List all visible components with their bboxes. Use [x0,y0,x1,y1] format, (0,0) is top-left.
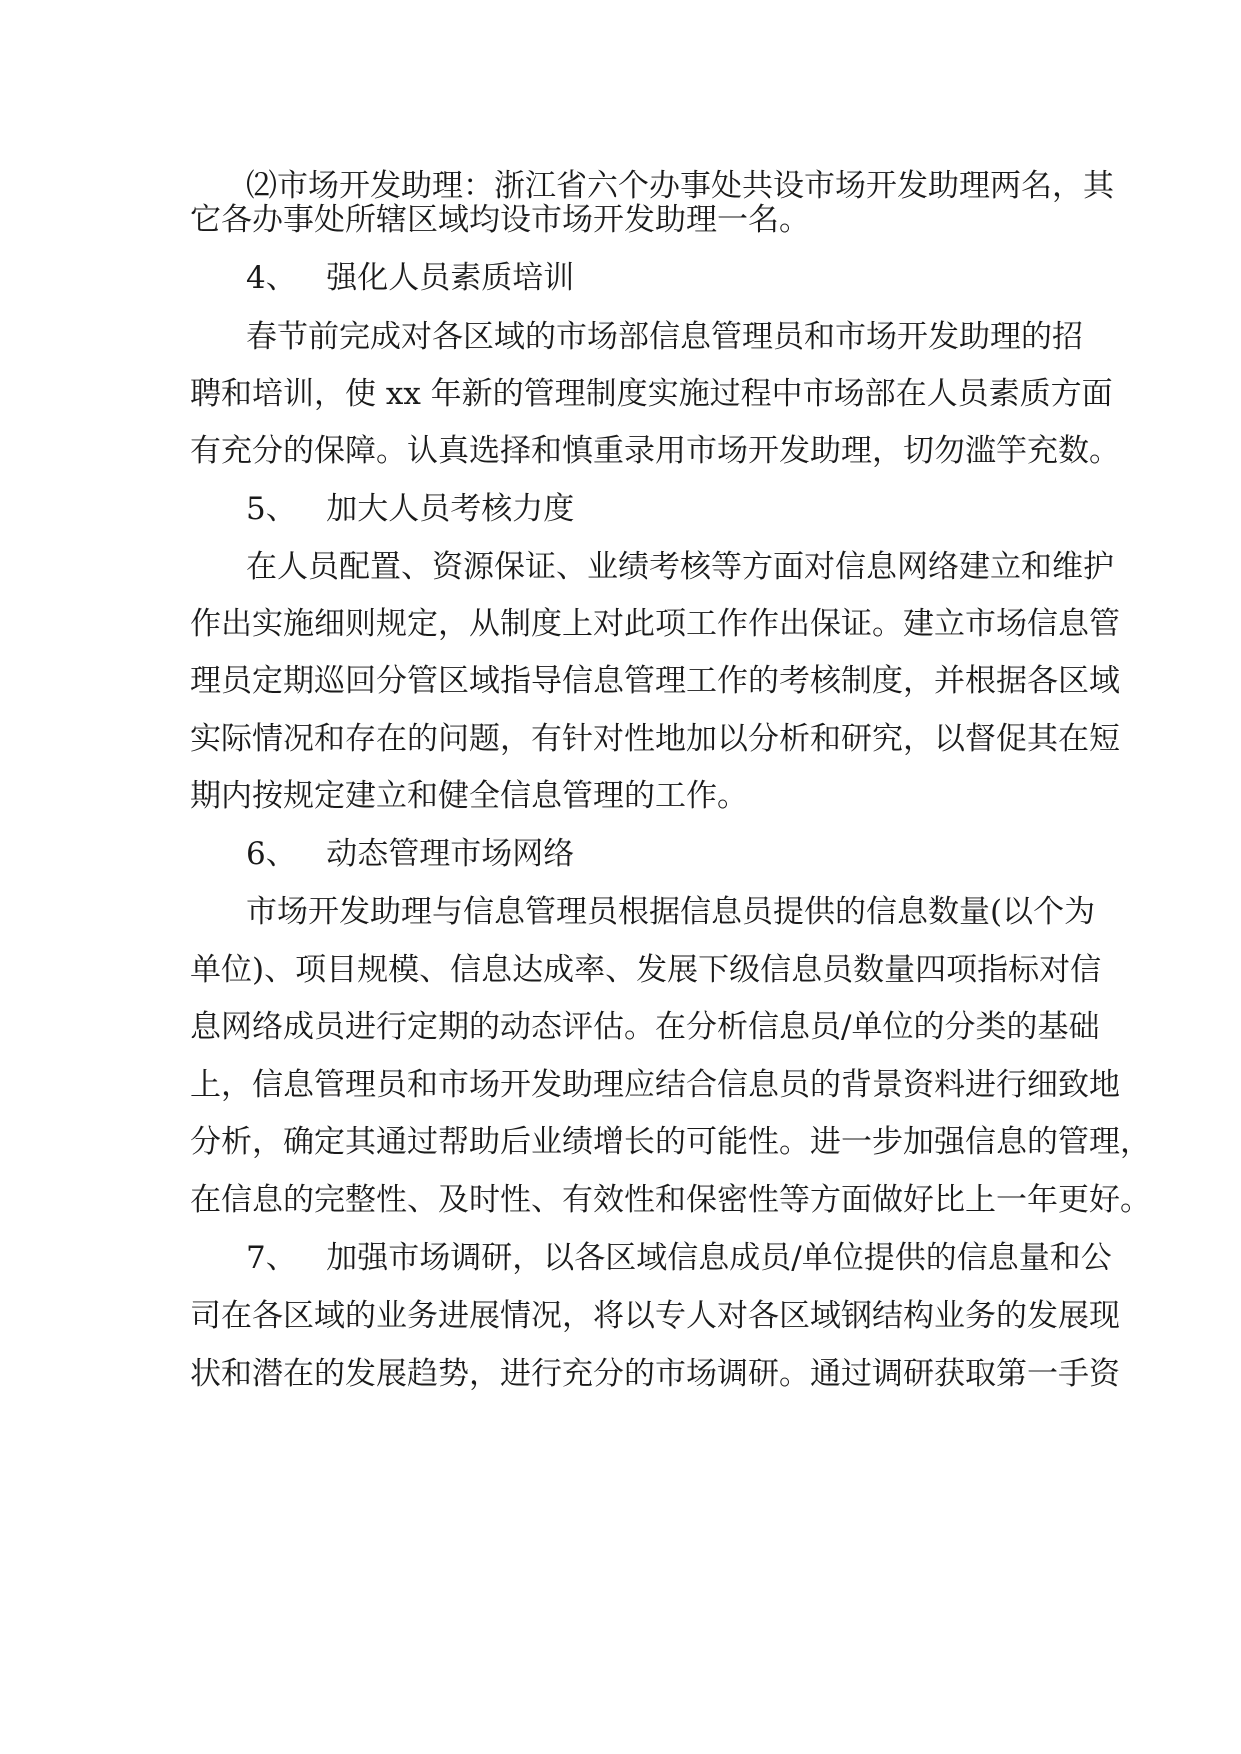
paragraph-line: 分析，确定其通过帮助后业绩增长的可能性。进一步加强信息的管理， [190,1124,1151,1160]
paragraph-line: 聘和培训，使 xx 年新的管理制度实施过程中市场部在人员素质方面 [190,376,1113,412]
paragraph-line: 上，信息管理员和市场开发助理应结合信息员的背景资料进行细致地 [190,1067,1120,1103]
paragraph-line: 实际情况和存在的问题，有针对性地加以分析和研究，以督促其在短 [190,721,1120,757]
paragraph-line: 春节前完成对各区域的市场部信息管理员和市场开发助理的招 [246,319,1083,355]
section-heading-5: 5、 加大人员考核力度 [246,491,575,527]
paragraph-line: ⑵市场开发助理：浙江省六个办事处共设市场开发助理两名，其 [246,168,1114,204]
paragraph-line: 在人员配置、资源保证、业绩考核等方面对信息网络建立和维护 [246,549,1114,585]
paragraph-line: 状和潜在的发展趋势，进行充分的市场调研。通过调研获取第一手资 [190,1356,1120,1392]
paragraph-line: 息网络成员进行定期的动态评估。在分析信息员/单位的分类的基础 [190,1009,1100,1045]
paragraph-line: 作出实施细则规定，从制度上对此项工作作出保证。建立市场信息管 [190,606,1120,642]
paragraph-line: 市场开发助理与信息管理员根据信息员提供的信息数量(以个为 [246,894,1096,930]
paragraph-line: 单位)、项目规模、信息达成率、发展下级信息员数量四项指标对信 [190,952,1102,988]
paragraph-line: 司在各区域的业务进展情况，将以专人对各区域钢结构业务的发展现 [190,1298,1120,1334]
paragraph-line: 有充分的保障。认真选择和慎重录用市场开发助理，切勿滥竽充数。 [190,433,1120,469]
paragraph-line: 它各办事处所辖区域均设市场开发助理一名。 [190,202,810,238]
section-heading-4: 4、 强化人员素质培训 [246,260,575,296]
paragraph-line: 理员定期巡回分管区域指导信息管理工作的考核制度，并根据各区域 [190,663,1120,699]
section-heading-7: 7、 加强市场调研，以各区域信息成员/单位提供的信息量和公 [246,1240,1112,1276]
paragraph-line: 期内按规定建立和健全信息管理的工作。 [190,778,748,814]
paragraph-line: 在信息的完整性、及时性、有效性和保密性等方面做好比上一年更好。 [190,1182,1151,1218]
section-heading-6: 6、 动态管理市场网络 [246,836,575,872]
